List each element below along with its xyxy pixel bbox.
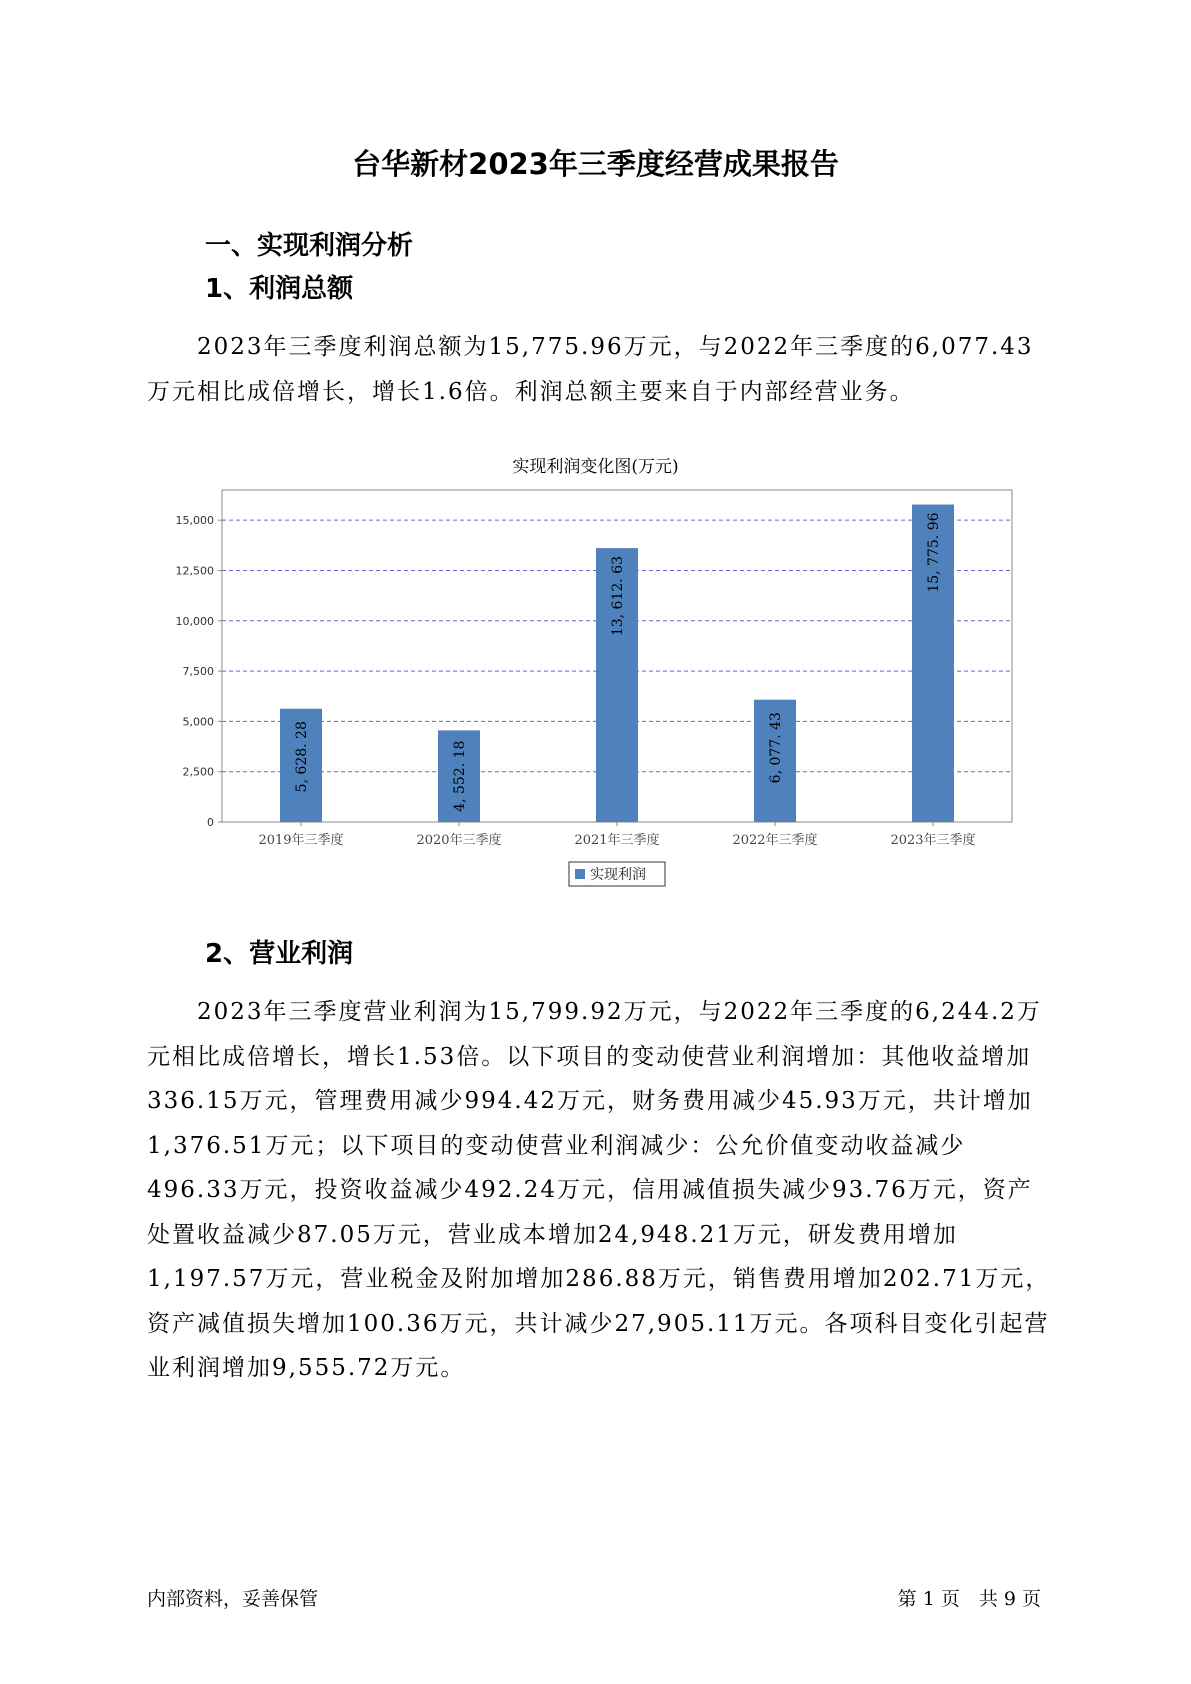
y-tick-label: 7,500 [182, 665, 214, 679]
y-tick-label: 5,000 [182, 715, 214, 729]
subsection-heading-profit-total: 1、利润总额 [205, 274, 354, 304]
footer-page-number: 第 1 页 共 9 页 [897, 1588, 1041, 1610]
x-tick-label: 2019年三季度 [258, 833, 344, 848]
paragraph-profit-total: 2023年三季度利润总额为15,775.96万元，与2022年三季度的6,077.43万元相比成倍增长，增长1.6倍。利润总额主要来自于内部经营业务。 [147, 334, 1034, 405]
footer-confidential-note: 内部资料，妥善保管 [147, 1588, 319, 1610]
y-tick-label: 2,500 [182, 765, 214, 779]
y-tick-label: 10,000 [175, 614, 214, 628]
bar-data-label: 5, 628. 28 [294, 721, 310, 793]
chart-title: 实现利润变化图(万元) [512, 457, 679, 477]
paragraph-operating-profit: 2023年三季度营业利润为15,799.92万元，与2022年三季度的6,244.2万元相比成倍增长，增长1.53倍。以下项目的变动使营业利润增加：其他收益增加336.15万元，管理费用减少994.42万元，财务费用减少45.93万元，共计增加1,376.51万元；以下项目的变动使营业利润减少：公允价值变动收益减少496.33万元，投资收益减少492.24万元，信用减值损失减少93.76万元，资产处置收益减少87.05万元，营业成本增加24,948.21万元，研发费用增加1,197.57万元，营业税金及附加增加286.88万元，销售费用增加202.71万元，资产减值损失增加100.36万元，共计减少27,905.11万元。各项科目变化引起营业利润增加9,555.72万元。 [147, 999, 1051, 1381]
x-tick-label: 2022年三季度 [732, 833, 818, 848]
y-tick-label: 15,000 [175, 514, 214, 528]
x-tick-label: 2021年三季度 [574, 833, 660, 848]
legend-swatch [575, 869, 585, 879]
legend-label: 实现利润 [590, 867, 646, 883]
section-heading: 一、实现利润分析 [205, 231, 414, 261]
bar-data-label: 4, 552. 18 [452, 740, 468, 812]
bar-data-label: 6, 077. 43 [768, 712, 784, 784]
profit-bar-chart [160, 480, 1020, 900]
x-tick-label: 2020年三季度 [416, 833, 502, 848]
y-tick-label: 12,500 [175, 564, 214, 578]
bar-data-label: 15, 775. 96 [926, 512, 942, 593]
subsection-heading-operating-profit: 2、营业利润 [205, 939, 354, 969]
x-tick-label: 2023年三季度 [890, 833, 976, 848]
bar-data-label: 13, 612. 63 [610, 556, 626, 637]
document-title: 台华新材2023年三季度经营成果报告 [352, 147, 839, 181]
y-tick-label: 0 [207, 816, 214, 829]
